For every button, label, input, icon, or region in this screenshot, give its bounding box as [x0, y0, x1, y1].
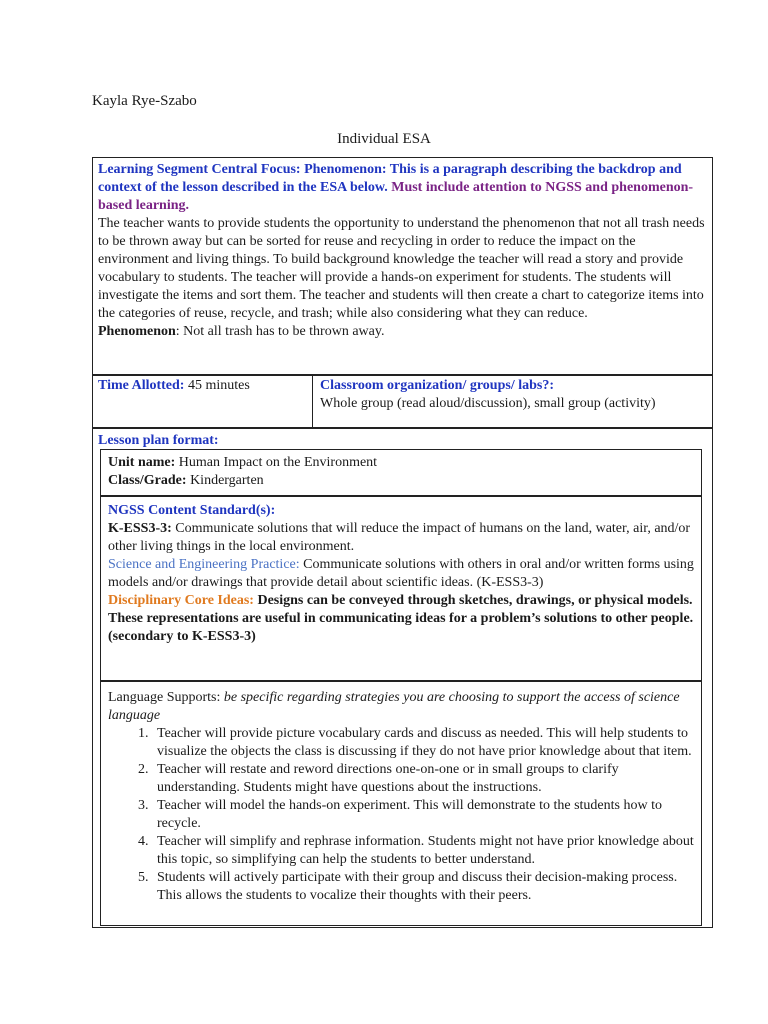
ngss-standard: [108, 520, 694, 556]
unit-name-line: [108, 454, 694, 472]
sep-line: [108, 556, 694, 592]
time-allotted-label: Time Allotted:: [98, 378, 185, 393]
central-focus-body: The teacher wants to provide students the opportunity to understand the phenomenon that not all trash needs to be thrown away but can be sorted for reuse and recycling in order to reduce the impact on the environment and living things. To build background knowledge the teacher will read a story and provide vocabulary to students. The teacher will provide a hands-on experiment for students. The students will investigate the items and sort them. The teacher and students will then create a chart to categorize items into the categories of reuse, recycle, and trash; while also considering what they can reduce.: [98, 216, 705, 321]
lesson-plan-format-label: Lesson plan format:: [98, 433, 219, 448]
sep-text: Communicate solutions with others in oral and/or written forms using models and/or drawings that provide detail about scientific ideas. (K-ESS3-3): [108, 557, 694, 590]
central-focus-heading-blue: Learning Segment Central Focus: Phenomenon: This is a paragraph describing the backdrop and context of the lesson described in the ESA below.: [98, 162, 682, 195]
sep-label: Science and Engineering Practice:: [108, 557, 300, 572]
ngss-standard-text: Communicate solutions that will reduce the impact of humans on the land, water, air, and/or other living things in the local environment.: [108, 521, 691, 554]
dci-text: Designs can be conveyed through sketches, drawings, or physical models. These representations are useful in communicating ideas for a problem’s solutions to other people. (secondary to K-ESS3-3): [108, 593, 694, 644]
author-name: Kayla Rye-Szabo: [92, 93, 197, 109]
language-supports-box: [100, 681, 702, 926]
dci-line: [108, 592, 694, 646]
list-item: 5. Students will actively participate with their group and discuss their decision-making process. This allows the students to vocalize their thoughts with their peers.: [152, 869, 694, 905]
document-title: Individual ESA: [337, 131, 431, 147]
phenomenon-label: Phenomenon: [98, 324, 176, 339]
central-focus-heading: [98, 161, 707, 215]
classroom-organization-value: Whole group (read aloud/discussion), small group (activity): [320, 396, 656, 411]
unit-name-label: Unit name:: [108, 455, 176, 470]
central-focus-heading-purple: Must include attention to NGSS and phenomenon-based learning.: [98, 180, 694, 213]
language-supports-prompt: be specific regarding strategies you are choosing to support the access of science language: [108, 690, 680, 723]
time-allotted-cell: [92, 375, 312, 428]
language-supports-label: Language Supports:: [108, 690, 221, 705]
classroom-organization-cell: [312, 375, 713, 428]
time-allotted-value: 45 minutes: [187, 378, 250, 393]
dci-label: Disciplinary Core Ideas:: [108, 593, 254, 608]
central-focus-box: [92, 157, 713, 375]
ngss-standard-code: K-ESS3-3:: [108, 521, 172, 536]
class-grade-value: Kindergarten: [190, 473, 264, 488]
list-item: 3. Teacher will model the hands-on experiment. This will demonstrate to the students how to recycle.: [152, 797, 694, 833]
class-grade-line: [108, 472, 694, 490]
language-supports-heading: [108, 689, 694, 725]
phenomenon-text: : Not all trash has to be thrown away.: [175, 324, 385, 339]
list-item: 1. Teacher will provide picture vocabulary cards and discuss as needed. This will help students to visualize the objects the class is discussing if they do not have prior knowledge about that item.: [152, 725, 694, 761]
unit-name-value: Human Impact on the Environment: [178, 455, 378, 470]
list-item: 4. Teacher will simplify and rephrase information. Students might not have prior knowledge about this topic, so simplifying can help the students to better understand.: [152, 833, 694, 869]
classroom-organization-label: Classroom organization/ groups/ labs?:: [320, 378, 555, 393]
list-item: 2. Teacher will restate and reword directions one-on-one or in small groups to clarify understanding. Students might have questions about the instructions.: [152, 761, 694, 797]
class-grade-label: Class/Grade:: [108, 473, 187, 488]
ngss-standards-box: [100, 496, 702, 681]
unit-info-box: [100, 449, 702, 496]
phenomenon-line: [98, 323, 707, 341]
ngss-heading: NGSS Content Standard(s):: [108, 503, 276, 518]
language-supports-list: [108, 725, 694, 905]
